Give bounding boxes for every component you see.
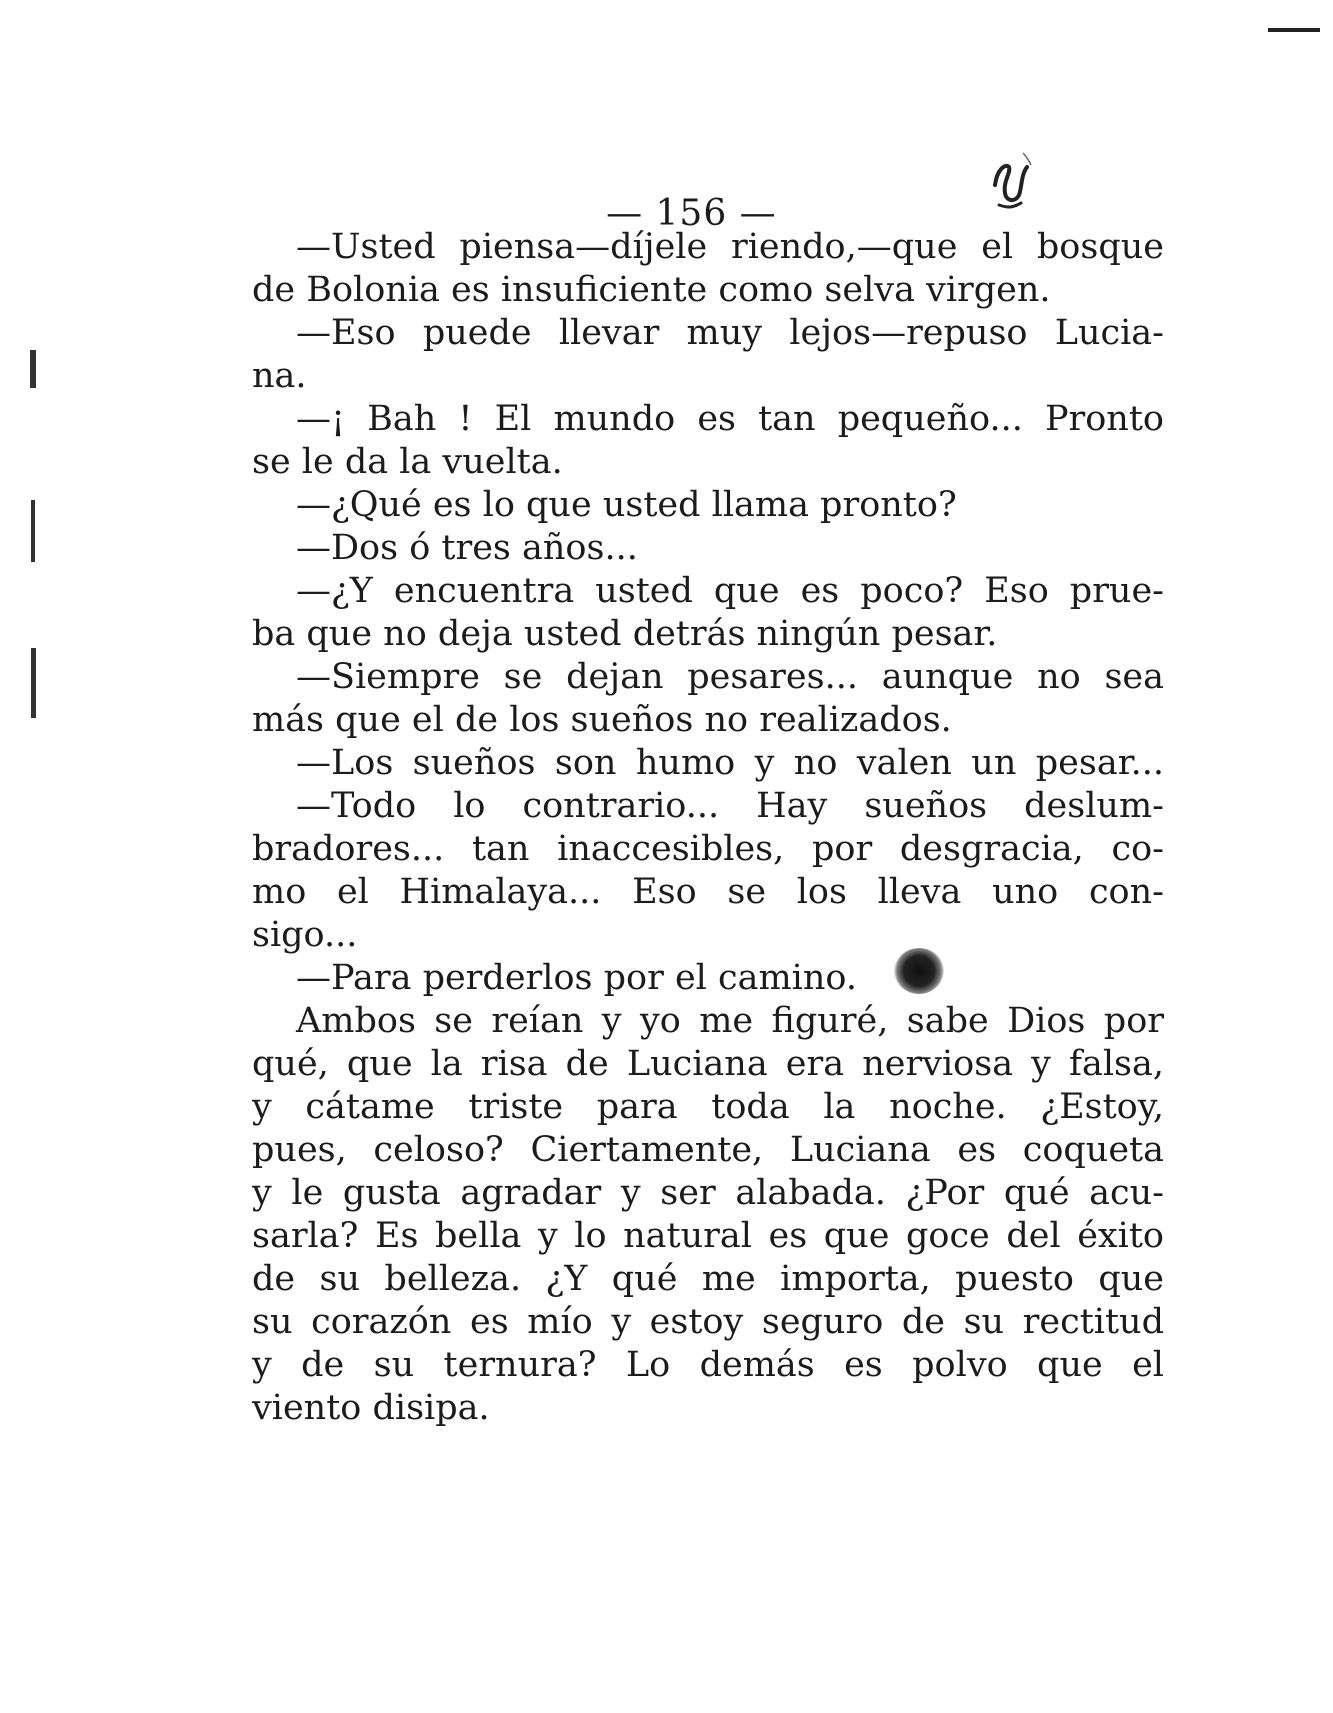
- text-line: sigo...: [252, 915, 358, 955]
- text-line: y cátame triste para toda la noche. ¿Estoy,: [252, 1087, 1164, 1127]
- text-line: —¿Y encuentra usted que es poco? Eso prue-: [296, 571, 1164, 611]
- body-text: [252, 226, 1164, 1430]
- text-line: viento disipa.: [252, 1388, 490, 1428]
- margin-speck: [30, 350, 36, 388]
- text-line: sarla? Es bella y lo natural es que goce del éxito: [252, 1216, 1164, 1256]
- text-line: y de su ternura? Lo demás es polvo que el: [252, 1345, 1164, 1385]
- text-line: —Siempre se dejan pesares... aunque no sea: [296, 657, 1164, 697]
- text-line: —¡ Bah ! El mundo es tan pequeño... Pronto: [296, 399, 1164, 439]
- text-line: de Bolonia es insuficiente como selva virgen.: [252, 270, 1051, 310]
- text-line: ba que no deja usted detrás ningún pesar.: [252, 614, 998, 654]
- ink-blot: [894, 948, 944, 994]
- margin-speck: [31, 500, 35, 562]
- text-line: na.: [252, 356, 307, 396]
- page-number: — 156 —: [606, 193, 777, 234]
- text-line: más que el de los sueños no realizados.: [252, 700, 952, 740]
- text-line: y le gusta agradar y ser alabada. ¿Por qué acu-: [252, 1173, 1164, 1213]
- text-line: qué, que la risa de Luciana era nerviosa y falsa,: [252, 1044, 1164, 1084]
- text-line: —Para perderlos por el camino.: [296, 958, 857, 998]
- edge-rule: [1268, 28, 1320, 32]
- text-line: Ambos se reían y yo me figuré, sabe Dios por: [296, 1001, 1164, 1041]
- margin-speck: [31, 648, 36, 718]
- text-line: —¿Qué es lo que usted llama pronto?: [296, 485, 957, 525]
- text-line: —Usted piensa—díjele riendo,—que el bosque: [296, 227, 1164, 267]
- text-line: —Dos ó tres años...: [296, 528, 638, 568]
- text-line: de su belleza. ¿Y qué me importa, puesto que: [252, 1259, 1164, 1299]
- text-line: bradores... tan inaccesibles, por desgracia, co-: [252, 829, 1164, 869]
- handwritten-mark: [975, 145, 1045, 225]
- text-line: —Todo lo contrario... Hay sueños deslum-: [296, 786, 1164, 826]
- text-line: pues, celoso? Ciertamente, Luciana es coqueta: [252, 1130, 1164, 1170]
- text-line: su corazón es mío y estoy seguro de su rectitud: [252, 1302, 1164, 1342]
- text-line: —Eso puede llevar muy lejos—repuso Lucia-: [296, 313, 1164, 353]
- text-line: se le da la vuelta.: [252, 442, 563, 482]
- text-line: mo el Himalaya... Eso se los lleva uno con-: [252, 872, 1164, 912]
- text-line: —Los sueños son humo y no valen un pesar...: [296, 743, 1164, 783]
